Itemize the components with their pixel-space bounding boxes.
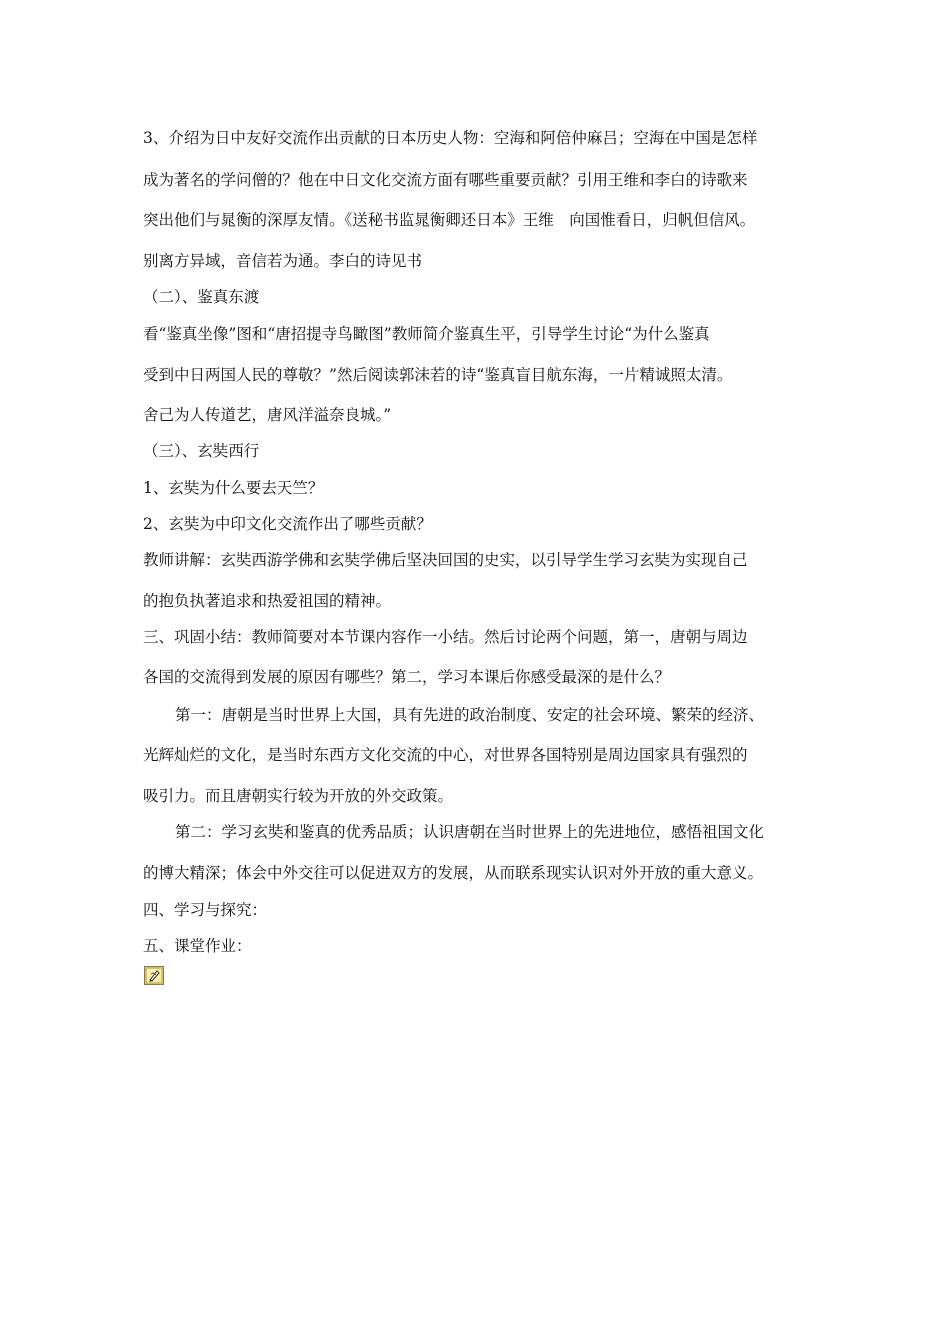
section-heading: （二）、鉴真东渡 [143,288,260,306]
paragraph-line: 教师讲解：玄奘西游学佛和玄奘学佛后坚决回国的史实，以引导学生学习玄奘为实现自己 [143,551,748,569]
paragraph-line: 的博大精深；体会中外交往可以促进双方的发展，从而联系现实认识对外开放的重大意义。 [143,864,764,882]
section-heading: 五、课堂作业： [143,937,252,955]
paragraph-line: 光辉灿烂的文化，是当时东西方文化交流的中心，对世界各国特别是周边国家具有强烈的 [143,746,748,764]
paragraph-line: 别离方异域，音信若为通。李白的诗见书 [143,252,423,270]
question-line: 1、玄奘为什么要去天竺？ [143,479,324,497]
paragraph-line: 看“鉴真坐像”图和“唐招提寺鸟瞰图”教师简介鉴真生平，引导学生讨论“为什么鉴真 [143,325,710,343]
embedded-object-icon[interactable] [144,966,164,985]
paragraph-line: 受到中日两国人民的尊敬？”然后阅读郭沫若的诗“鉴真盲目航东海，一片精诚照太清。 [143,366,733,384]
paragraph-line: 突出他们与晁衡的深厚友情。《送秘书监晁衡卿还日本》王维 向国惟看日，归帆但信风。 [143,211,756,229]
section-heading: 四、学习与探究： [143,901,268,919]
paragraph-line: 吸引力。而且唐朝实行较为开放的外交政策。 [143,787,454,805]
paragraph-line: 各国的交流得到发展的原因有哪些？第二，学习本课后你感受最深的是什么？ [143,668,671,686]
section-heading: （三）、玄奘西行 [143,442,260,460]
paragraph-line: 3、介绍为日中友好交流作出贡献的日本历史人物：空海和阿倍仲麻吕；空海在中国是怎样 [143,129,758,147]
paragraph-line: 第一：唐朝是当时世界上大国，具有先进的政治制度、安定的社会环境、繁荣的经济、 [175,706,765,724]
paragraph-line: 成为著名的学问僧的？他在中日文化交流方面有哪些重要贡献？引用王维和李白的诗歌来 [143,171,748,189]
paragraph-line: 舍己为人传道艺，唐风洋溢奈良城。” [143,406,392,424]
paragraph-line: 三、巩固小结：教师简要对本节课内容作一小结。然后讨论两个问题，第一，唐朝与周边 [143,628,748,646]
paragraph-line: 的抱负执著追求和热爱祖国的精神。 [143,592,392,610]
question-line: 2、玄奘为中印文化交流作出了哪些贡献？ [143,515,432,533]
paragraph-line: 第二：学习玄奘和鉴真的优秀品质；认识唐朝在当时世界上的先进地位，感悟祖国文化 [175,823,765,841]
pencil-icon [145,967,163,984]
